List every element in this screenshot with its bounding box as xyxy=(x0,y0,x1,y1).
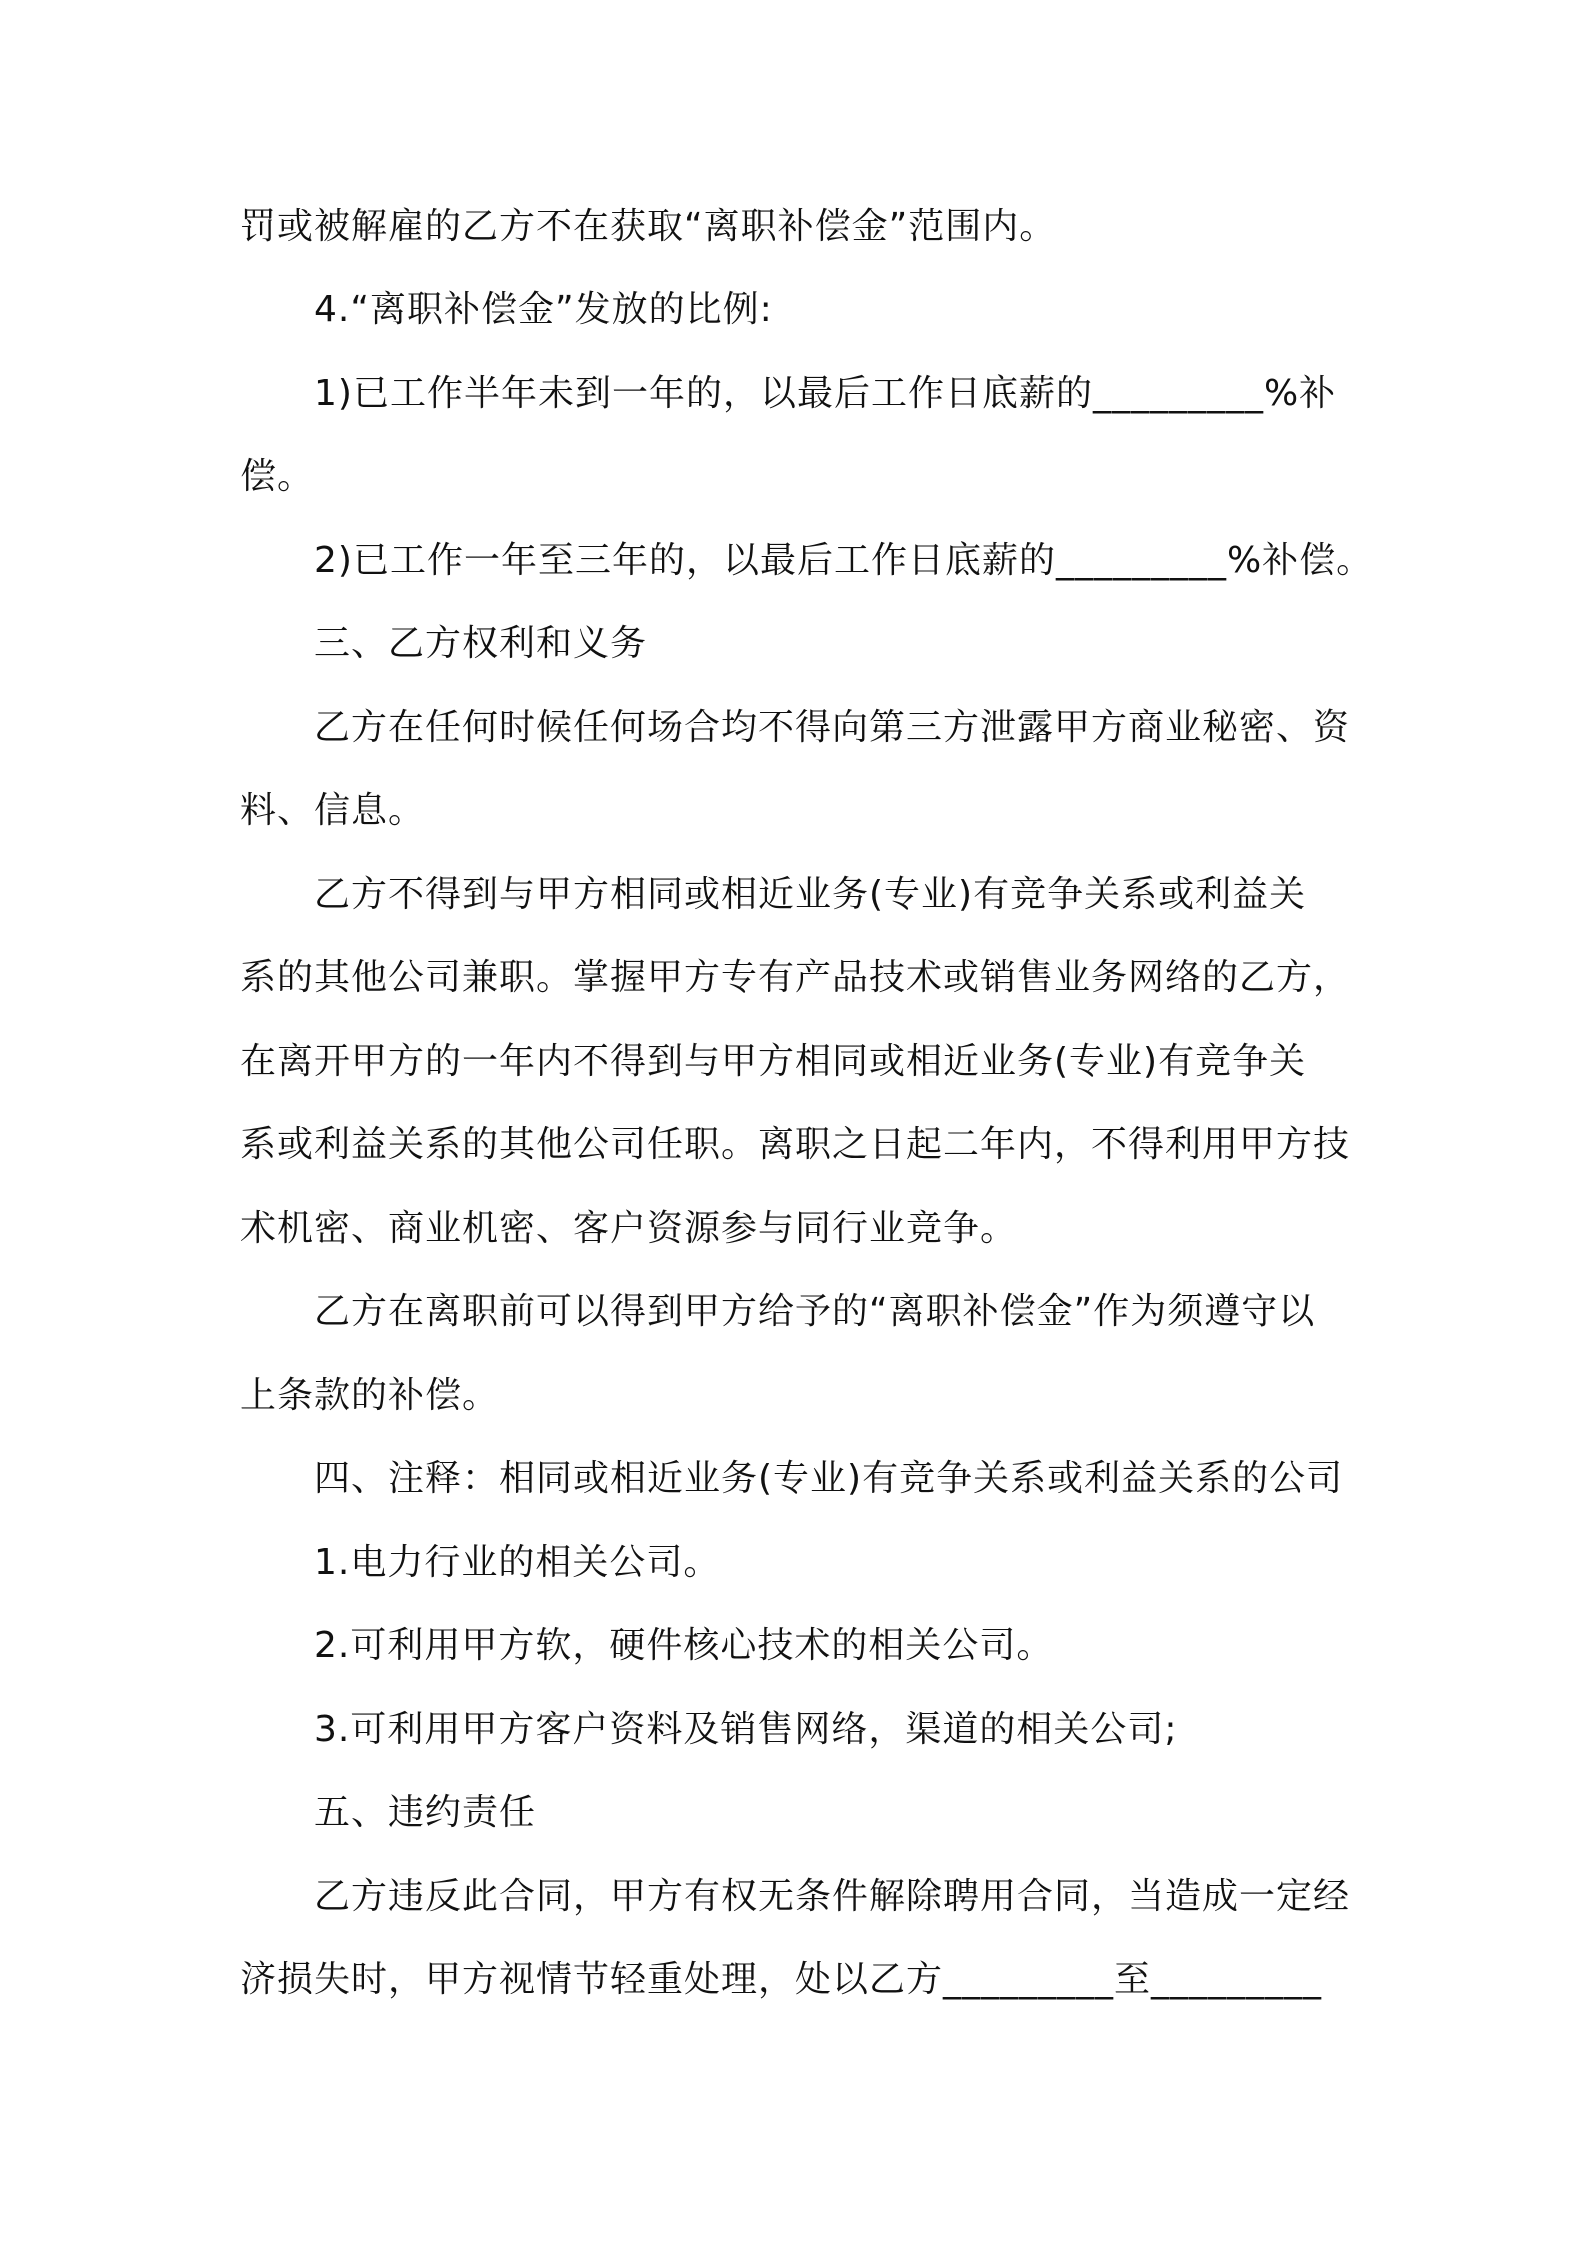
text-line: 罚或被解雇的乙方不在获取“离职补偿金”范围内。 xyxy=(240,206,1057,247)
section-heading: 三、乙方权利和义务 xyxy=(314,623,648,664)
text-line: 乙方在任何时候任何场合均不得向第三方泄露甲方商业秘密、资 xyxy=(314,707,1351,748)
section-heading: 4.“离职补偿金”发放的比例: xyxy=(314,289,773,330)
list-item: 3.可利用甲方客户资料及销售网络，渠道的相关公司; xyxy=(314,1709,1178,1750)
text-line: 2)已工作一年至三年的，以最后工作日底薪的_________%补偿。 xyxy=(314,540,1374,581)
text-line: 1)已工作半年未到一年的，以最后工作日底薪的_________%补 xyxy=(314,373,1337,414)
text-line: 术机密、商业机密、客户资源参与同行业竞争。 xyxy=(240,1208,1018,1249)
text-line: 乙方在离职前可以得到甲方给予的“离职补偿金”作为须遵守以 xyxy=(314,1291,1316,1332)
list-item: 1.电力行业的相关公司。 xyxy=(314,1542,721,1583)
text-line: 上条款的补偿。 xyxy=(240,1375,500,1416)
text-line: 偿。 xyxy=(240,456,315,497)
text-line: 乙方违反此合同，甲方有权无条件解除聘用合同，当造成一定经 xyxy=(314,1876,1351,1917)
text-line: 乙方不得到与甲方相同或相近业务(专业)有竞争关系或利益关 xyxy=(314,874,1307,915)
text-line: 系或利益关系的其他公司任职。离职之日起二年内，不得利用甲方技 xyxy=(240,1124,1351,1165)
text-line: 系的其他公司兼职。掌握甲方专有产品技术或销售业务网络的乙方， xyxy=(240,957,1351,998)
text-line: 料、信息。 xyxy=(240,790,426,831)
section-heading: 五、违约责任 xyxy=(314,1792,537,1833)
text-line: 济损失时，甲方视情节轻重处理，处以乙方_________至_________ xyxy=(240,1959,1323,2000)
section-heading: 四、注释：相同或相近业务(专业)有竞争关系或利益关系的公司 xyxy=(314,1458,1344,1499)
text-line: 在离开甲方的一年内不得到与甲方相同或相近业务(专业)有竞争关 xyxy=(240,1041,1307,1082)
list-item: 2.可利用甲方软，硬件核心技术的相关公司。 xyxy=(314,1625,1054,1666)
